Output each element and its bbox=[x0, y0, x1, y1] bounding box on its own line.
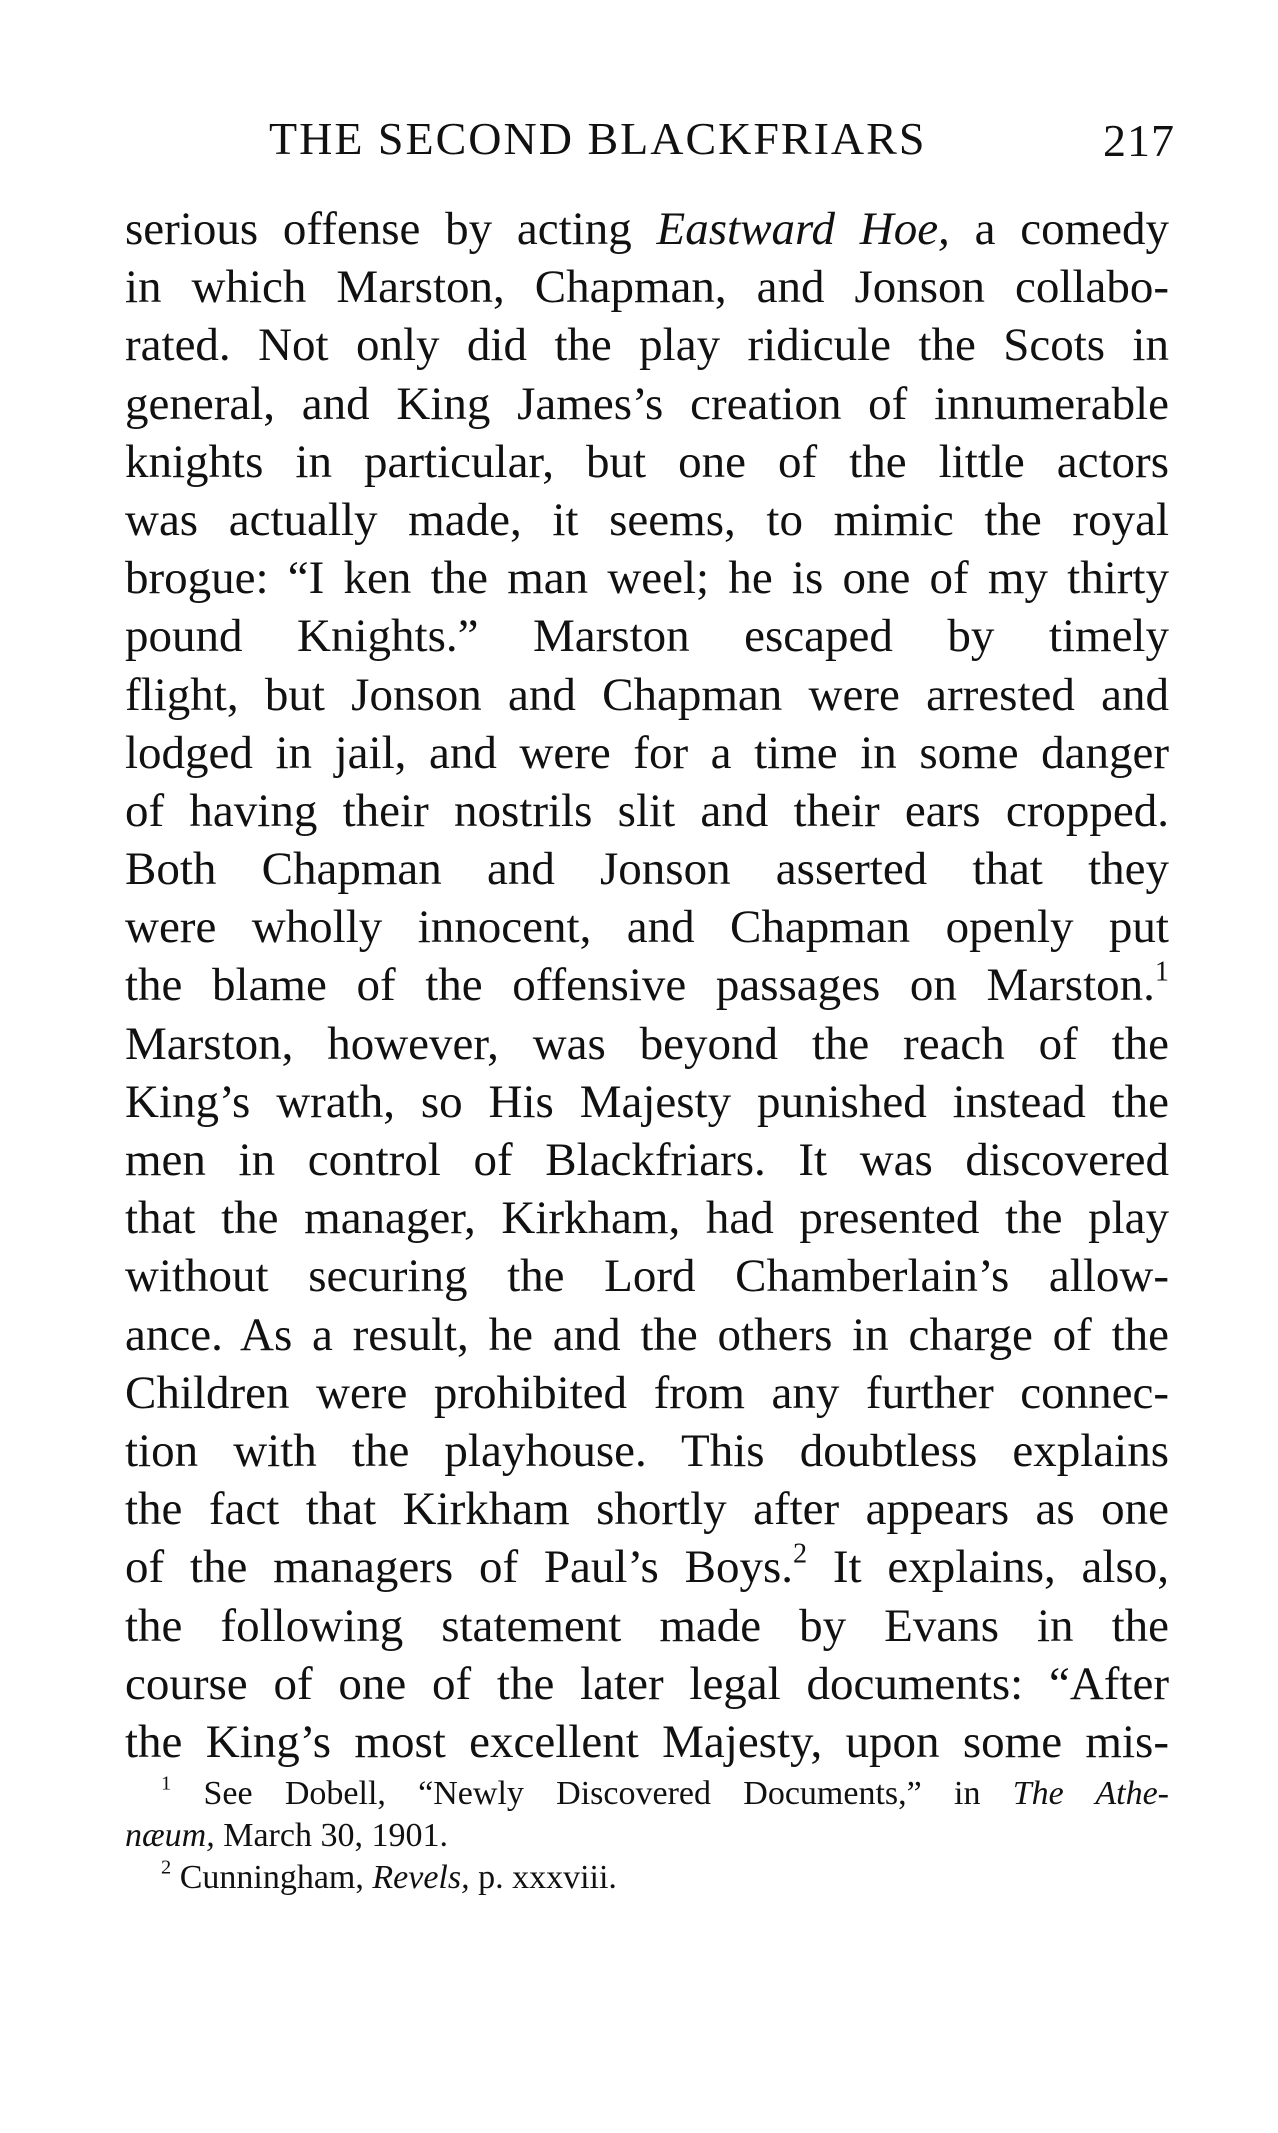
text-line: of the managers of Paul’s Boys.$^2$ It explains, also, bbox=[125, 1538, 1169, 1594]
text-line: Children were prohibited from any further connec- bbox=[125, 1366, 1169, 1419]
text-line: Both Chapman and Jonson asserted that they bbox=[125, 843, 1169, 896]
footnote-marker: 1 bbox=[161, 1772, 172, 1795]
text-line: in which Marston, Chapman, and Jonson collabo- bbox=[125, 261, 1169, 314]
text-line: the blame of the offensive passages on Marston.$^1$ bbox=[125, 956, 1169, 1012]
text-line: that the manager, Kirkham, had presented the play bbox=[125, 1192, 1169, 1245]
footnote-ref-1: 1 bbox=[1154, 956, 1169, 988]
text-line: ance. As a result, he and the others in charge of the bbox=[125, 1308, 1169, 1361]
text-line: tion with the playhouse. This doubtless explains bbox=[125, 1424, 1169, 1477]
running-title: THE SECOND BLACKFRIARS bbox=[269, 113, 927, 164]
text-line: brogue: “I ken the man weel; he is one of my thirty bbox=[125, 552, 1169, 605]
text-line: pound Knights.” Marston escaped by timely bbox=[125, 610, 1169, 663]
running-head bbox=[255, 112, 1175, 172]
text-line: the King’s most excellent Majesty, upon some mis- bbox=[125, 1715, 1169, 1768]
text-line: lodged in jail, and were for a time in some danger bbox=[125, 726, 1169, 779]
text-line: course of one of the later legal documents: “After bbox=[125, 1657, 1169, 1710]
footnote-ref-2: 2 bbox=[793, 1538, 808, 1570]
text-line: serious offense by acting Eastward Hoe, a comedy bbox=[125, 203, 1169, 255]
text-line: knights in particular, but one of the little actors bbox=[125, 435, 1169, 488]
text-line: flight, but Jonson and Chapman were arrested and bbox=[125, 668, 1169, 721]
page-number: 217 bbox=[1103, 115, 1175, 166]
text-line: Marston, however, was beyond the reach of the bbox=[125, 1017, 1169, 1070]
text-line: the following statement made by Evans in the bbox=[125, 1599, 1169, 1652]
text-line: general, and King James’s creation of innumerable bbox=[125, 377, 1169, 430]
text-line: rated. Not only did the play ridicule the Scots in bbox=[125, 319, 1169, 372]
text-line: the fact that Kirkham shortly after appears as one bbox=[125, 1483, 1169, 1536]
footnote-1-continued: næum, March 30, 1901. bbox=[125, 1817, 448, 1854]
text-line: were wholly innocent, and Chapman openly put bbox=[125, 901, 1169, 954]
footnotes bbox=[125, 1773, 1169, 1899]
text-line: men in control of Blackfriars. It was discovered bbox=[125, 1134, 1169, 1186]
footnote-1: $^1$ See Dobell, “Newly Discovered Documents,” in The Athe- bbox=[161, 1772, 1170, 1812]
footnote-marker: 2 bbox=[161, 1856, 172, 1879]
play-title: Eastward Hoe, bbox=[656, 203, 950, 255]
text-line: of having their nostrils slit and their ears cropped. bbox=[125, 784, 1169, 837]
text-line: King’s wrath, so His Majesty punished instead the bbox=[125, 1075, 1169, 1128]
footnote-2: $^2$ Cunningham, Revels, p. xxxviii. bbox=[161, 1856, 617, 1896]
text-line: was actually made, it seems, to mimic the royal bbox=[125, 493, 1169, 546]
body-text bbox=[125, 200, 1169, 1771]
text-line: without securing the Lord Chamberlain’s allow- bbox=[125, 1250, 1169, 1303]
